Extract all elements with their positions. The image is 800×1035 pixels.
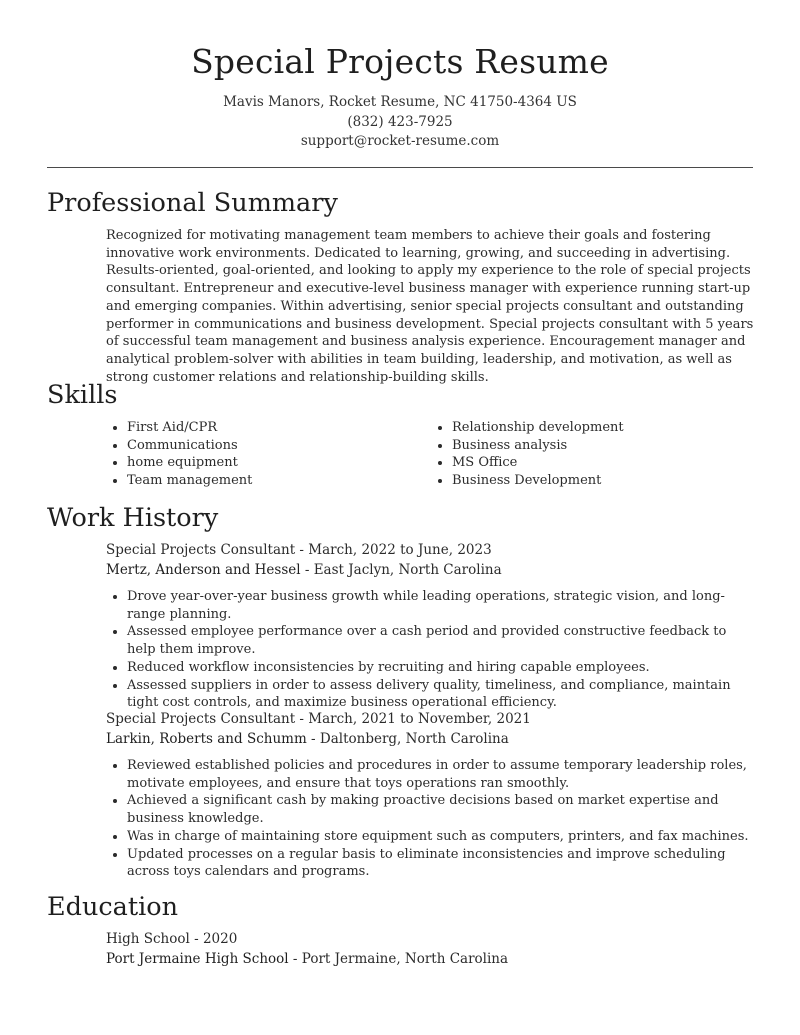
list-item: • Drove year-over-year business growth while leading operations, strategic vision, and long-range planning.: [127, 588, 756, 623]
skill-item: • Communications: [127, 437, 431, 455]
skill-item: • MS Office: [452, 454, 756, 472]
job-company-line: [106, 561, 756, 581]
list-item: • Reviewed established policies and procedures in order to assume temporary leadership roles, motivate employees, and ensure that toys operations ran smoothly.: [127, 757, 756, 792]
address: Mavis Manors, Rocket Resume, NC 41750-4364 US: [223, 94, 577, 110]
skill-item: • Team management: [127, 472, 431, 490]
list-item: • Achieved a significant cash by making proactive decisions based on market expertise and business knowledge.: [127, 792, 756, 827]
email: support@rocket-resume.com: [300, 133, 500, 149]
phone: (832) 423-7925: [347, 113, 453, 130]
list-item: • Updated processes on a regular basis to eliminate inconsistencies and improve scheduling across toys calendars and programs.: [127, 846, 756, 881]
skills-list: [106, 419, 756, 490]
school-location: - Port Jermaine, North Carolina: [288, 950, 509, 967]
school-line: [106, 950, 756, 970]
work-history-heading: Work History: [47, 503, 219, 533]
degree: High School - 2020: [106, 931, 238, 947]
skill-item: • Business analysis: [452, 437, 756, 455]
job-duties: [106, 757, 756, 881]
header-divider: [47, 167, 753, 168]
resume-header: [0, 0, 800, 152]
skill-item: • home equipment: [127, 454, 431, 472]
school-name: Port Jermaine High School: [106, 950, 289, 967]
job-title: Special Projects Consultant - March, 2021 to November, 2021: [106, 711, 531, 727]
education-entry: [106, 930, 756, 969]
company-name: Mertz, Anderson and Hessel: [106, 561, 301, 578]
skills-column-right: [431, 419, 756, 490]
summary-heading: Professional Summary: [47, 188, 338, 218]
job-title: Special Projects Consultant - March, 2022 to June, 2023: [106, 542, 492, 558]
skill-item: • Relationship development: [452, 419, 756, 437]
education-heading: Education: [47, 892, 179, 922]
job-company-line: [106, 730, 756, 750]
list-item: • Assessed employee performance over a cash period and provided constructive feedback to help them improve.: [127, 623, 756, 658]
skills-column-left: [106, 419, 431, 490]
job-entry: [106, 710, 756, 881]
list-item: • Was in charge of maintaining store equipment such as computers, printers, and fax machines.: [127, 828, 756, 846]
skills-heading: Skills: [47, 380, 118, 410]
skill-item: • Business Development: [452, 472, 756, 490]
list-item: • Assessed suppliers in order to assess delivery quality, timeliness, and compliance, maintain tight cost controls, and maximize business operational efficiency.: [127, 677, 756, 712]
skill-item: • First Aid/CPR: [127, 419, 431, 437]
page-title: Special Projects Resume: [191, 42, 609, 81]
list-item: • Reduced workflow inconsistencies by recruiting and hiring capable employees.: [127, 659, 756, 677]
job-location: - Daltonberg, North Carolina: [306, 730, 509, 747]
job-entry: [106, 541, 756, 712]
company-name: Larkin, Roberts and Schumm: [106, 730, 307, 747]
job-location: - East Jaclyn, North Carolina: [300, 561, 502, 578]
job-duties: [106, 588, 756, 712]
contact-info: [0, 93, 800, 152]
summary-text: Recognized for motivating management team members to achieve their goals and fostering innovative work environments. Dedicated to learning, growing, and succeeding in advertising. Results-oriented, goal-oriented, and looking to apply my experience to the role of special projects consultant. Entrepreneur and executive-level business manager with experience running start-up and emerging companies. Within advertising, senior special projects consultant and outstanding performer in communications and business development. Special projects consultant with 5 years of successful team management and business analysis experience. Encouragement manager and analytical problem-solver with abilities in team building, leadership, and motivation, as well as strong customer relations and relationship-building skills.: [106, 228, 754, 385]
